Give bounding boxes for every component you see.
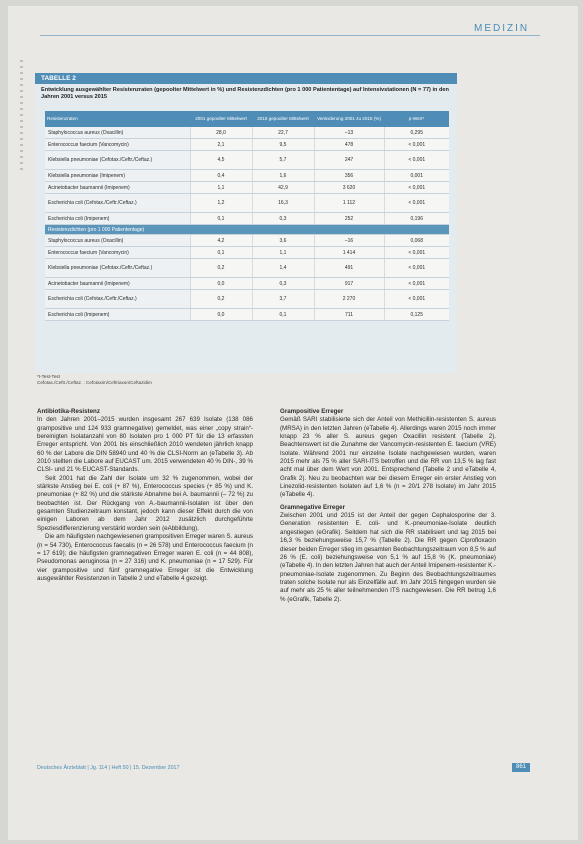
table-cell: 4,5: [190, 151, 252, 170]
row-label: Staphylococcus aureus (Oxacillin): [45, 127, 190, 139]
row-label: Enterococcus faecium (Vancomycin): [45, 247, 190, 259]
table-cell: 0,196: [384, 213, 449, 225]
row-label: Escherichia coli (Imipenem): [45, 213, 190, 225]
table-footnote: [37, 374, 152, 386]
table-cell: 3,7: [252, 290, 314, 309]
table-label: TABELLE 2: [35, 73, 457, 84]
table-cell: < 0,001: [384, 278, 449, 290]
table-cell: 4,2: [190, 235, 252, 247]
row-label: Escherichia coli (Cefotax./Ceftr./Ceftaz.): [45, 290, 190, 309]
table-cell: 1,2: [190, 194, 252, 213]
table-cell: 0,3: [252, 278, 314, 290]
table-cell: < 0,001: [384, 247, 449, 259]
right-paragraph-1: Gemäß SARI stabilisierte sich der Anteil von Methicillin-resistenten S. aureus (MRSA) in den letzten Jahren (eTabelle 4). Allerdings waren 2015 noch immer knapp 23 % aller S. aureus gegen Oxacillin resistent (Tabelle 2). Beachtenswert ist die Zunahme der Vancomycin-resistenten E. faecium (VRE) Isolate. Während 2001 nur einzelne Isolate nachgewiesen wurden, waren 2015 mehr als 75 % aller SARI-ITS betroffen und die RR von 13,5 % lag fast acht mal über dem Wert von 2001. Entsprechend (Tabelle 2 und eTabelle 4, Grafik 2). Neu zu beobachten war bei diesem Erreger ein erster Anstieg von Linezolid-resistenten Isolaten auf 1,6 % (n = 20/1 278 Isolate) im Jahr 2015 (eTabelle 4).: [280, 416, 496, 499]
table-cell: 1 112: [314, 194, 384, 213]
density-section-row: [45, 225, 449, 235]
table-cell: < 0,001: [384, 194, 449, 213]
header-rule: [40, 35, 540, 36]
table-cell: 42,9: [252, 182, 314, 194]
right-column: [280, 408, 496, 604]
table-cell: 1,6: [252, 170, 314, 182]
table-cell: 3,6: [252, 235, 314, 247]
table-cell: < 0,001: [384, 290, 449, 309]
binding-margin: [20, 60, 23, 170]
table-cell: < 0,001: [384, 151, 449, 170]
resistance-table: [45, 111, 449, 321]
table-row: [45, 290, 449, 309]
table-cell: < 0,001: [384, 139, 449, 151]
density-section-label: Resistenzdichten (pro 1 000 Patiententage): [45, 225, 449, 235]
table-row: [45, 182, 449, 194]
table-cell: –16: [314, 235, 384, 247]
table-row: [45, 259, 449, 278]
table-cell: 9,5: [252, 139, 314, 151]
table-cell: 5,7: [252, 151, 314, 170]
table-body: [45, 127, 449, 321]
table-cell: 22,7: [252, 127, 314, 139]
left-column: [37, 408, 253, 583]
table-cell: 3 620: [314, 182, 384, 194]
table-cell: 247: [314, 151, 384, 170]
left-paragraph-1: In den Jahren 2001–2015 wurden insgesamt 267 639 Isolate (138 086 grampositive und 124 933 gramnegative) gemeldet, was einer „copy strain“-bereinigten Isolatanzahl von 80 Isolaten pro 1 000 PT für die 13 erfassten Erreger entspricht. Von 2001 bis einschließlich 2010 wendeten jährlich knapp 60 % der Labore die DIN 58940 und 40 % die CLSI-Norm an (eTabelle 3). Ab 2010 stellten die Labore auf EUCAST um. 2015 verwendeten 40 % DIN-, 39 % CLSI- und 21 % EUCAST-Standards.: [37, 416, 253, 474]
heading-grampositive: Grampositive Erreger: [280, 408, 344, 415]
section-header: MEDIZIN: [474, 23, 530, 34]
row-label: Staphylococcus aureus (Oxacillin): [45, 235, 190, 247]
row-label: Acinetobacter baumannii (Imipenem): [45, 278, 190, 290]
table-cell: –13: [314, 127, 384, 139]
table-cell: 2,1: [190, 139, 252, 151]
right-paragraph-2: Zwischen 2001 und 2015 ist der Anteil der gegen Cephalosporine der 3. Generation resistenten E. coli- und K.-pneumoniae-Isolate deutlich angestiegen (eGrafik). Seitdem hat sich die RR stabilisiert und lag 2015 bei 16,3 % beziehungsweise 15,7 % (Tabelle 2). Die RR gegen Ciprofloxacin dieser beiden Erreger stieg im gesamten Beobachtungszeitraum von 8,5 % auf 26 % (E. coli) beziehungsweise von 5,1 % auf 15,8 % (K. pneumoniae) (eTabelle 4). In den letzten Jahren hat auch der Anteil Imipenem-resistenter K.-pneumoniae-Isolate zugenommen. Zu Beginn des Beobachtungszeitraumes traten solche Isolate nur als Einzelfälle auf. Im Jahr 2015 hingegen wurden sie auf mehr als 25 % aller teilnehmenden ITS nachgewiesen. Die RR betrug 1,6 % (eGrafik, Tabelle 2).: [280, 512, 496, 603]
table-cell: 478: [314, 139, 384, 151]
table-row: [45, 309, 449, 321]
column-header: 2001 gepoolter Mittelwert: [190, 111, 252, 127]
heading-gramnegative: Gramnegative Erreger: [280, 503, 345, 511]
table-row: [45, 247, 449, 259]
left-paragraph-3: Die am häufigsten nachgewiesenen grampositiven Erreger waren S. aureus (n = 54 730), Enterococcus faecalis (n = 26 578) und Enterococcus faecium (n = 17 619); die häufigsten gramnegativen Erreger waren E. coli (n = 44 808), Pseudomonas aeruginosa (n = 27 316) und K. pneumoniae (n = 17 529). Für vier grampositive und fünf gramnegative Erreger ist die Entwicklung ausgewählter Resistenzen in Tabelle 2 und eTabelle 4 gezeigt.: [37, 533, 253, 582]
row-label: Enterococcus faecium (Vancomycin): [45, 139, 190, 151]
table-row: [45, 278, 449, 290]
table-cell: 711: [314, 309, 384, 321]
table-box: [35, 73, 457, 373]
table-cell: 0,2: [190, 290, 252, 309]
column-header: Resistenzraten: [45, 111, 190, 127]
table-cell: 0,1: [252, 309, 314, 321]
table-cell: 491: [314, 259, 384, 278]
column-header: p-Wert*: [384, 111, 449, 127]
table-cell: < 0,001: [384, 259, 449, 278]
table-caption: Entwicklung ausgewählter Resistenzraten (gepoolter Mittelwert in %) und Resistenzdichten (pro 1 000 Patiententage) auf Intensivstationen (N = 77) in den Jahren 2001 versus 2015: [41, 87, 449, 100]
table-cell: 0,0: [190, 309, 252, 321]
table-row: [45, 151, 449, 170]
row-label: Klebsiella pneumoniae (Cefotax./Ceftr./Ceftaz.): [45, 151, 190, 170]
row-label: Acinetobacter baumannii (Imipenem): [45, 182, 190, 194]
table-cell: 1 414: [314, 247, 384, 259]
table-cell: 0,2: [190, 259, 252, 278]
table-cell: 0,1: [190, 247, 252, 259]
table-cell: 0,3: [252, 213, 314, 225]
table-cell: 0,068: [384, 235, 449, 247]
table-cell: 1,1: [190, 182, 252, 194]
table-cell: 0,1: [190, 213, 252, 225]
table-cell: 0,4: [190, 170, 252, 182]
heading-antibiotic-resistance: Antibiotika-Resistenz: [37, 408, 100, 415]
table-row: [45, 127, 449, 139]
column-header: 2015 gepoolter Mittelwert: [252, 111, 314, 127]
table-cell: 1,1: [252, 247, 314, 259]
table-row: [45, 139, 449, 151]
footnote-ttest: *t-Test-Test: [37, 374, 60, 379]
table-cell: 252: [314, 213, 384, 225]
left-paragraph-2: Seit 2001 hat die Zahl der Isolate um 32 % zugenommen, wobei der stärkste Anstieg bei E. coli (+ 87 %), Enterococcus species (+ 85 %) und K. pneumoniae (+ 82 %) und die stärkste Abnahme bei A. baumannii (– 72 %) zu beobachten ist. Der Rückgang von A.-baumannii-Isolaten ist über den gesamten Studienzeitraum konstant, jedoch kann dieser Effekt durch die von einigen Laboren ab dem Jahr 2012 zusätzlich durchgeführte Speziesdifferenzierung verstärkt worden sein (eAbbildung).: [37, 474, 253, 532]
table-cell: 0,125: [384, 309, 449, 321]
footnote-abbrev: Cefotax./Ceftr./Ceftaz. : Cefotaxim/Ceftriaxon/Ceftazidim: [37, 380, 152, 385]
page-number: 861: [512, 763, 530, 772]
table-cell: < 0,001: [384, 182, 449, 194]
table-cell: 28,0: [190, 127, 252, 139]
table-row: [45, 235, 449, 247]
row-label: Klebsiella pneumoniae (Imipenem): [45, 170, 190, 182]
table-row: [45, 170, 449, 182]
table-cell: 1,4: [252, 259, 314, 278]
table-cell: 0,001: [384, 170, 449, 182]
table-row: [45, 194, 449, 213]
row-label: Escherichia coli (Imipenem): [45, 309, 190, 321]
table-cell: 0,295: [384, 127, 449, 139]
table-header-row: [45, 111, 449, 127]
table-row: [45, 213, 449, 225]
table-cell: 2 270: [314, 290, 384, 309]
table-cell: 917: [314, 278, 384, 290]
journal-citation: Deutsches Ärzteblatt | Jg. 114 | Heft 50 | 15. Dezember 2017: [37, 765, 180, 771]
table-cell: 16,3: [252, 194, 314, 213]
row-label: Klebsiella pneumoniae (Cefotax./Ceftr./Ceftaz.): [45, 259, 190, 278]
row-label: Escherichia coli (Cefotax./Ceftr./Ceftaz.): [45, 194, 190, 213]
table-cell: 0,0: [190, 278, 252, 290]
column-header: Veränderung 2001 zu 2015 (%): [314, 111, 384, 127]
table-cell: 356: [314, 170, 384, 182]
